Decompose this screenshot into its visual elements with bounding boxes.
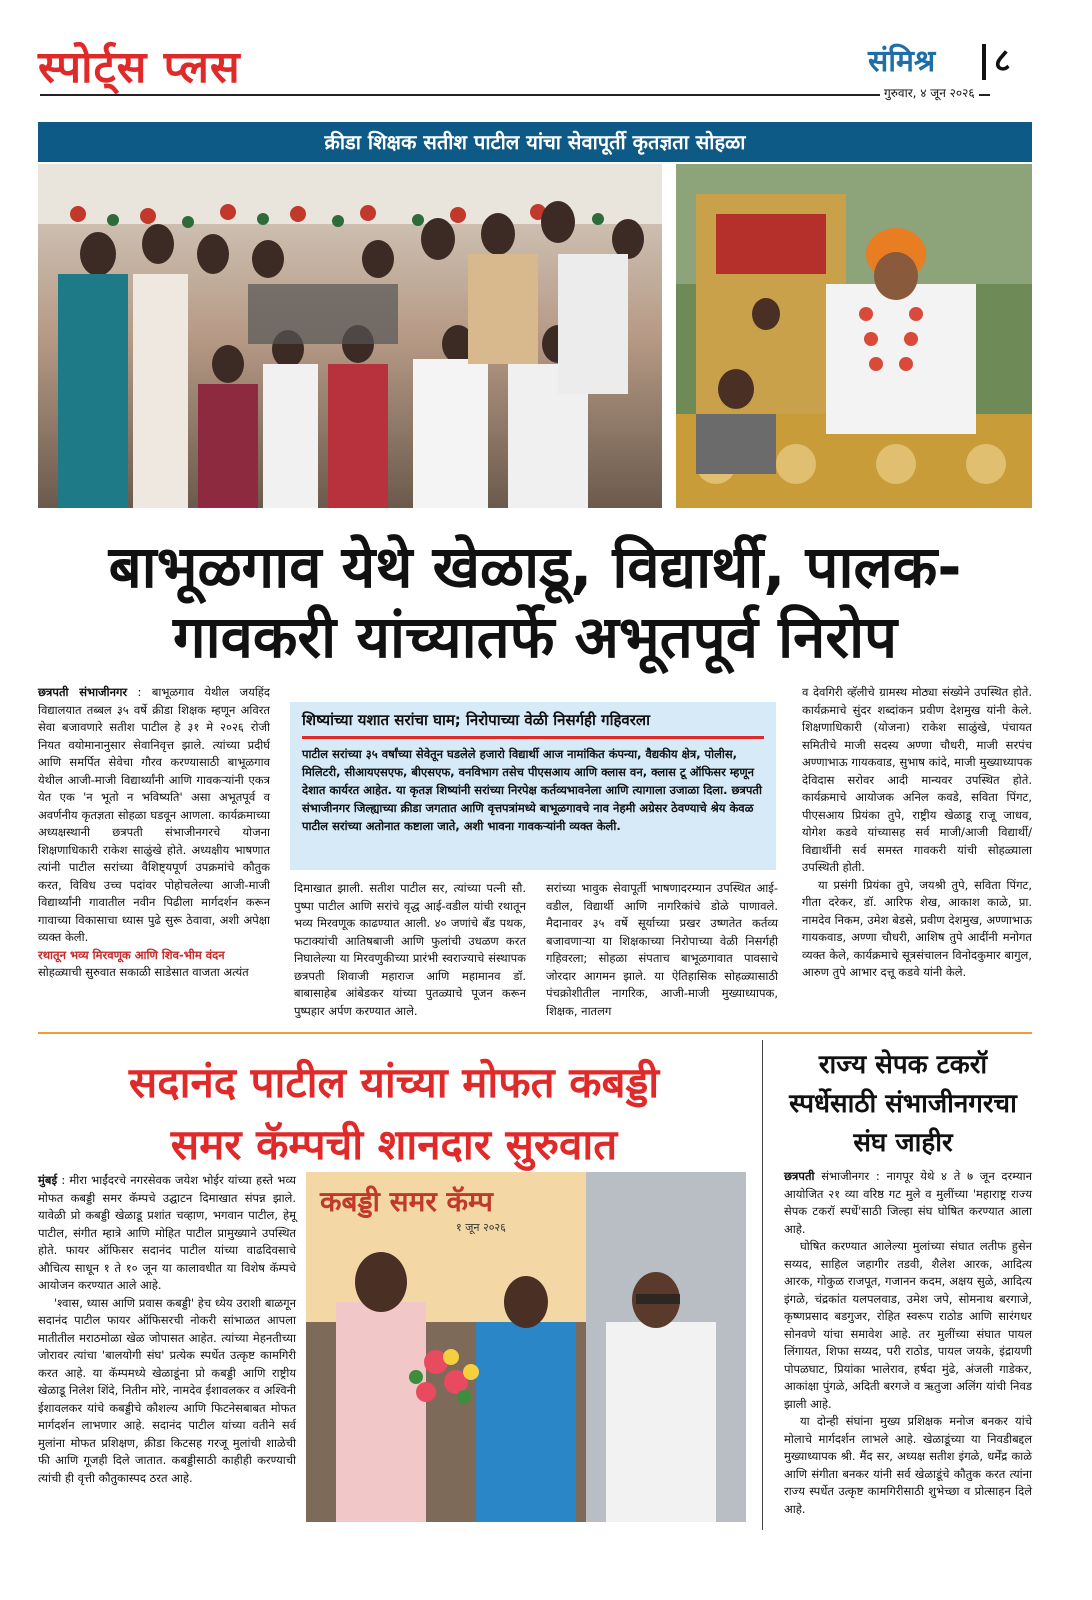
article1-col4-text: व देवगिरी व्हॅलीचे ग्रामस्थ मोठ्या संख्येने उपस्थित होते. कार्यक्रमाचे सुंदर शब्दांकन प्रवीण देशमुख यांनी केले. शिक्षणाधिकारी (योजना) राकेश साळुंखे, पंचायत समितीचे माजी सदस्य अण्णा चौधरी, माजी सरपंच अण्णाभाऊ गायकवाड, सुभाष कांदे, माजी मुख्याध्यापक देविदास सरोवर आदी मान्यवर उपस्थित होते. कार्यक्रमाचे आयोजक अनिल कवडे, सविता पिंगट, पीएसआय प्रियंका तुपे, राष्ट्रीय खेळाडू राजू जाधव, योगेश कडवे यांच्यासह सर्व माजी/आजी विद्यार्थी/ विद्यार्थीनी सर्व समस्त गावकरी यांची सोहळ्याला उपस्थिती होती. (802, 685, 1032, 874)
column-divider (762, 1040, 763, 1530)
masthead-title: स्पोर्ट्स प्लस (38, 42, 241, 93)
article1-column-4 (802, 684, 1032, 982)
main-headline (38, 532, 1032, 672)
article1-col1-text: बाभूळगाव येथील जयहिंद विद्यालयात तब्बल ३५ वर्षे क्रीडा शिक्षक म्हणून अविरत सेवा बजावणारे सतीश पाटील हे ३१ मे २०२६ रोजी नियत वयोमानानुसार सेवानिवृत्त झाले. त्यांच्या प्रदीर्घ आणि समर्पित सेवेचा गौरव करण्यासाठी बाभूळगाव येथील आजी-माजी विद्यार्थ्यांनी आणि गावकऱ्यांनी एकत्र येत एक 'न भूतो न भविष्यति' असा अभूतपूर्व व अवर्णनीय कृतज्ञता सोहळा घडवून आणला. कार्यक्रमाच्या अध्यक्षस्थानी छत्रपती संभाजीनगरचे योजना शिक्षणाधिकारी राकेश साळुंखे होते. अध्यक्षीय भाषणात त्यांनी पाटील सरांच्या वैशिष्ट्यपूर्ण उपक्रमांचे कौतुक करत, विविध उच्च पदांवर पोहोचलेल्या आजी-माजी विद्यार्थ्यांनी गावातील नवीन पिढीला मार्गदर्शन करून गावाच्या विकासाचा ध्यास पुढे सुरू ठेवावा, अशी अपेक्षा व्यक्त केली. (38, 685, 271, 944)
group-photo (38, 164, 662, 508)
article2-text-column: मुंबई : मीरा भाईंदरचे नगरसेवक जयेश भोईर यांच्या हस्ते भव्य मोफत कबड्डी समर कॅम्पचे उद्घाटन दिमाखात संपन्न झाले. यावेळी प्रो कबड्डी खेळाडू प्रशांत चव्हाण, भगवान पाटील, हेमू पाटील, संगीत म्हात्रे आणि मोहित पाटील प्रामुख्याने उपस्थित होते. फायर ऑफिसर सदानंद पाटील यांच्या वाढदिवसाचे औचित्य साधून १ ते १० जून या कालावधीत या विशेष कॅम्पचे आयोजन करण्यात आले आहे. 'श्वास, ध्यास आणि प्रवास कबड्डी' हेच ध्येय उराशी बाळगून सदानंद पाटील फायर ऑफिसरची नोकरी सांभाळत आपला मातीतील मराठमोळा खेळ जोपासत आहेत. त्यांच्या मेहनतीच्या जोरावर त्यांचा 'बालयोगी संघ' प्रत्येक स्पर्धेत उत्कृष्ट कामगिरी करत आहे. या कॅम्पमध्ये खेळाडूंना प्रो कबड्डी आणि राष्ट्रीय खेळाडू निलेश शिंदे, नितीन मोरे, नामदेव ईशावलकर व अश्विनी ईशावलकर यांचे कबड्डीचे कौशल्य आणि फिटनेसबाबत मोफत मार्गदर्शन लाभणार आहे. सदानंद पाटील यांच्या वतीने सर्व मुलांना मोफत प्रशिक्षण, क्रीडा किटसह गरजू मुलांची शाळेची फी आणि गूजही दिले जातात. कबड्डीसाठी काहीही करण्याची त्यांची ही वृत्ती कौतुकास्पद ठरत आहे. (38, 1172, 296, 1487)
article2-p1: मीरा भाईंदरचे नगरसेवक जयेश भोईर यांच्या हस्ते भव्य मोफत कबड्डी समर कॅम्पचे उद्घाटन दिमाखात संपन्न झाले. यावेळी प्रो कबड्डी खेळाडू प्रशांत चव्हाण, भगवान पाटील, हेमू पाटील, संगीत म्हात्रे आणि मोहित पाटील प्रामुख्याने उपस्थित होते. फायर ऑफिसर सदानंद पाटील यांच्या वाढदिवसाचे औचित्य साधून १ ते १० जून या कालावधीत या विशेष कॅम्पचे आयोजन करण्यात आले आहे. (38, 1173, 296, 1292)
sepak-headline-line-2: स्पर्धेसाठी संभाजीनगरचा (789, 1089, 1017, 1119)
page-separator (982, 44, 986, 80)
camp-banner-text: कबड्डी समर कॅम्प (320, 1185, 493, 1218)
main-headline-line-1: बाभूळगाव येथे खेळाडू, विद्यार्थी, पालक- (108, 533, 962, 601)
article2-p2: 'श्वास, ध्यास आणि प्रवास कबड्डी' हेच ध्येय उराशी बाळगून सदानंद पाटील फायर ऑफिसरची नोकरी सांभाळत आपला मातीतील मराठमोळा खेळ जोपासत आहेत. त्यांच्या मेहनतीच्या जोरावर त्यांचा 'बालयोगी संघ' प्रत्येक स्पर्धेत उत्कृष्ट कामगिरी करत आहे. या कॅम्पमध्ये खेळाडूंना प्रो कबड्डी आणि राष्ट्रीय खेळाडू निलेश शिंदे, नितीन मोरे, नामदेव ईशावलकर व अश्विनी ईशावलकर यांचे कबड्डीचे कौशल्य आणि फिटनेसबाबत मोफत मार्गदर्शन लाभणार आहे. सदानंद पाटील यांच्या वतीने सर्व मुलांना मोफत प्रशिक्षण, क्रीडा किटसह गरजू मुलांची शाळेची फी आणि गूजही दिले जातात. कबड्डीसाठी काहीही करण्याची त्यांची ही वृत्ती कौतुकास्पद ठरत आहे. (38, 1295, 296, 1485)
kabaddi-headline-line-2: समर कॅम्पची शानदार सुरुवात (170, 1120, 618, 1169)
highlight-box-body: पाटील सरांच्या ३५ वर्षांच्या सेवेतून घडलेले हजारो विद्यार्थी आज नामांकित कंपन्या, वैद्यकीय क्षेत्र, पोलीस, मिलिटरी, सीआयएसएफ, बीएसएफ, वनविभाग तसेच पीएसआय आणि क्लास वन, क्लास टू ऑफिसर म्हणून देशात कार्यरत आहेत. या कृतज्ञ शिष्यांनी सरांच्या निरपेक्ष कर्तव्यभावनेला आणि त्यागाला उजाळा दिला. छत्रपती संभाजीनगर जिल्ह्याच्या क्रीडा जगतात आणि वृत्तपत्रांमध्ये बाभूळगावचे नाव नेहमी अग्रेसर ठेवण्याचे श्रेय केवळ पाटील सरांच्या अतोनात कष्टाला जाते, अशी भावना गावकऱ्यांनी व्यक्त केली. (302, 747, 762, 833)
sepak-headline-line-3: संघ जाहीर (853, 1128, 953, 1158)
article2-dateline: मुंबई (38, 1173, 58, 1187)
article1-column-3 (546, 880, 778, 1020)
article1-col1-tail: सोहळ्याची सुरुवात सकाळी साडेसात वाजता अत्यंत (38, 965, 249, 979)
page-number: ८ (994, 41, 1011, 79)
sepak-headline-line-1: राज्य सेपक टकरॉ (818, 1050, 988, 1080)
article1-column-2 (294, 880, 526, 1020)
main-headline-line-2: गावकरी यांच्यातर्फे अभूतपूर्व निरोप (172, 603, 898, 671)
article1-col4b-text: या प्रसंगी प्रियंका तुपे, जयश्री तुपे, सविता पिंगट, गीता दरेकर, डॉ. आरिफ शेख, आकाश काळे, प्रा. नामदेव निकम, उमेश बेडसे, प्रवीण देशमुख, अण्णाभाऊ गायकवाड, अण्णा चौधरी, आशिष तुपे आदींनी मनोगत व्यक्त केले, कार्यक्रमाचे सूत्रसंचालन विनोदकुमार बागुल, आरुण तुपे आभार दत्तू कडवे यांनी केले. (802, 877, 1032, 979)
kabaddi-headline-line-1: सदानंद पाटील यांच्या मोफत कबड्डी (128, 1058, 660, 1107)
article1-highlight-box (290, 702, 776, 870)
kabaddi-camp-photo (306, 1172, 746, 1522)
article1-dateline: छत्रपती संभाजीनगर (38, 685, 128, 699)
article3-p2: घोषित करण्यात आलेल्या मुलांच्या संघात लतीफ हुसेन सय्यद, साहिल जहागीर तडवी, शैलेश आरक, आदित्य आरक, गोकुळ राजपूत, गजानन कदम, अक्षय सुळे, आदित्य इंगळे, चंद्रकांत यलपलवाड, उमेश जपे, सोमनाथ बरगाजे, कृष्णप्रसाद बडगुजर, रोहित स्वरूप राठोड आणि सारंगधर सोनवणे यांचा समावेश आहे. तर मुलींच्या संघात पायल लिंगायत, शिफा सय्यद, परी राठोड, पायल जयके, इंद्रायणी पोपळघाट, प्रियांका भालेराव, हर्षदा मुंढे, अंजली गाडेकर, आकांक्षा पुंगळे, अदिती बरगजे व ऋतुजा अलिंग यांची निवड झाली आहे. (784, 1239, 1032, 1411)
sepak-headline (772, 1046, 1034, 1163)
article1-col3-text: सरांच्या भावुक सेवापूर्ती भाषणादरम्यान उपस्थित आई-वडील, विद्यार्थी आणि नागरिकांचे डोळे पाणावले. मैदानावर ३५ वर्षे सूर्याच्या प्रखर उष्णतेत कर्तव्य बजावणाऱ्या या शिक्षकाच्या निरोपाच्या वेळी निसर्गही गहिवरला; सोहळा संपताच बाभूळगावात पावसाचे जोरदार आगमन झाले. या ऐतिहासिक सोहळ्यासाठी पंचक्रोशीतील नागरिक, आजी-माजी मुख्याध्यापक, शिक्षक, नातलग (546, 881, 778, 1018)
section-divider (38, 1032, 1032, 1034)
article1-col2-text: दिमाखात झाली. सतीश पाटील सर, त्यांच्या पत्नी सौ. पुष्पा पाटील आणि सरांचे वृद्ध आई-वडील यांची रथातून भव्य मिरवणूक काढण्यात आली. ४० जणांचे बँड पथक, फटाक्यांची आतिषबाजी आणि फुलांची उधळण करत निघालेल्या या मिरवणुकीच्या प्रारंभी स्वराज्याचे संस्थापक छत्रपती शिवाजी महाराज आणि महामानव डॉ. बाबासाहेब आंबेडकर यांच्या पुतळ्याचे पूजन करून पुष्पहार अर्पण करण्यात आले. (294, 881, 526, 1018)
highlight-box-title: शिष्यांच्या यशात सरांचा घाम; निरोपाच्या वेळी निसर्गही गहिवरला (302, 711, 650, 729)
article3-p1: संभाजीनगर : नागपूर येथे ४ ते ७ जून दरम्यान आयोजित २१ व्या वरिष्ठ गट मुले व मुलींच्या 'महाराष्ट्र राज्य सेपक टकरॉ स्पर्धे'साठी जिल्हा संघ घोषित करण्यात आला आहे. (784, 1169, 1033, 1236)
story-banner: क्रीडा शिक्षक सतीश पाटील यांचा सेवापूर्ती कृतज्ञता सोहळा (38, 122, 1032, 162)
section-name: संमिश्र (868, 44, 936, 79)
highlight-box-rule (302, 736, 764, 739)
article3-p3: या दोन्ही संघांना मुख्य प्रशिक्षक मनोज बनकर यांचे मोलाचे मार्गदर्शन लाभले आहे. खेळाडूंच्या या निवडीबद्दल मुख्याध्यापक श्री. मैंद सर, अध्यक्ष सतीश इंगळे, धर्मेंद्र काळे आणि संगीता बनकर यांनी सर्व खेळाडूंचे कौतुक करत त्यांना राज्य स्पर्धेत उत्कृष्ट कामगिरीसाठी शुभेच्छा व प्रोत्साहन दिले आहे. (784, 1414, 1032, 1516)
chariot-photo (676, 164, 1032, 508)
article1-column-1: छत्रपती संभाजीनगर : बाभूळगाव येथील जयहिंद विद्यालयात तब्बल ३५ वर्षे क्रीडा शिक्षक म्हणून अविरत सेवा बजावणारे सतीश पाटील हे ३१ मे २०२६ रोजी नियत वयोमानानुसार सेवानिवृत्त झाले. त्यांच्या प्रदीर्घ आणि समर्पित सेवेचा गौरव करण्यासाठी बाभूळगाव येथील आजी-माजी विद्यार्थ्यांनी आणि गावकऱ्यांनी एकत्र येत एक 'न भूतो न भविष्यति' असा अभूतपूर्व व अवर्णनीय कृतज्ञता सोहळा घडवून आणला. कार्यक्रमाच्या अध्यक्षस्थानी छत्रपती संभाजीनगरचे योजना शिक्षणाधिकारी राकेश साळुंखे होते. अध्यक्षीय भाषणात त्यांनी पाटील सरांच्या वैशिष्ट्यपूर्ण उपक्रमांचे कौतुक करत, विविध उच्च पदांवर पोहोचलेल्या आजी-माजी विद्यार्थ्यांनी गावातील नवीन पिढीला मार्गदर्शन करून गावाच्या विकासाचा ध्यास पुढे सुरू ठेवावा, अशी अपेक्षा व्यक्त केली. रथातून भव्य मिरवणूक आणि शिव-भीम वंदन सोहळ्याची सुरुवात सकाळी साडेसात वाजता अत्यंत (38, 684, 270, 982)
kabaddi-headline (38, 1052, 750, 1176)
article1-subhead: रथातून भव्य मिरवणूक आणि शिव-भीम वंदन (38, 947, 225, 962)
article3-dateline: छत्रपती (784, 1169, 815, 1183)
article3-text-column (784, 1168, 1032, 1518)
issue-date: गुरुवार, ४ जून २०२६ (880, 84, 979, 101)
camp-banner-date: १ जून २०२६ (456, 1221, 506, 1234)
masthead-rule (40, 94, 990, 96)
